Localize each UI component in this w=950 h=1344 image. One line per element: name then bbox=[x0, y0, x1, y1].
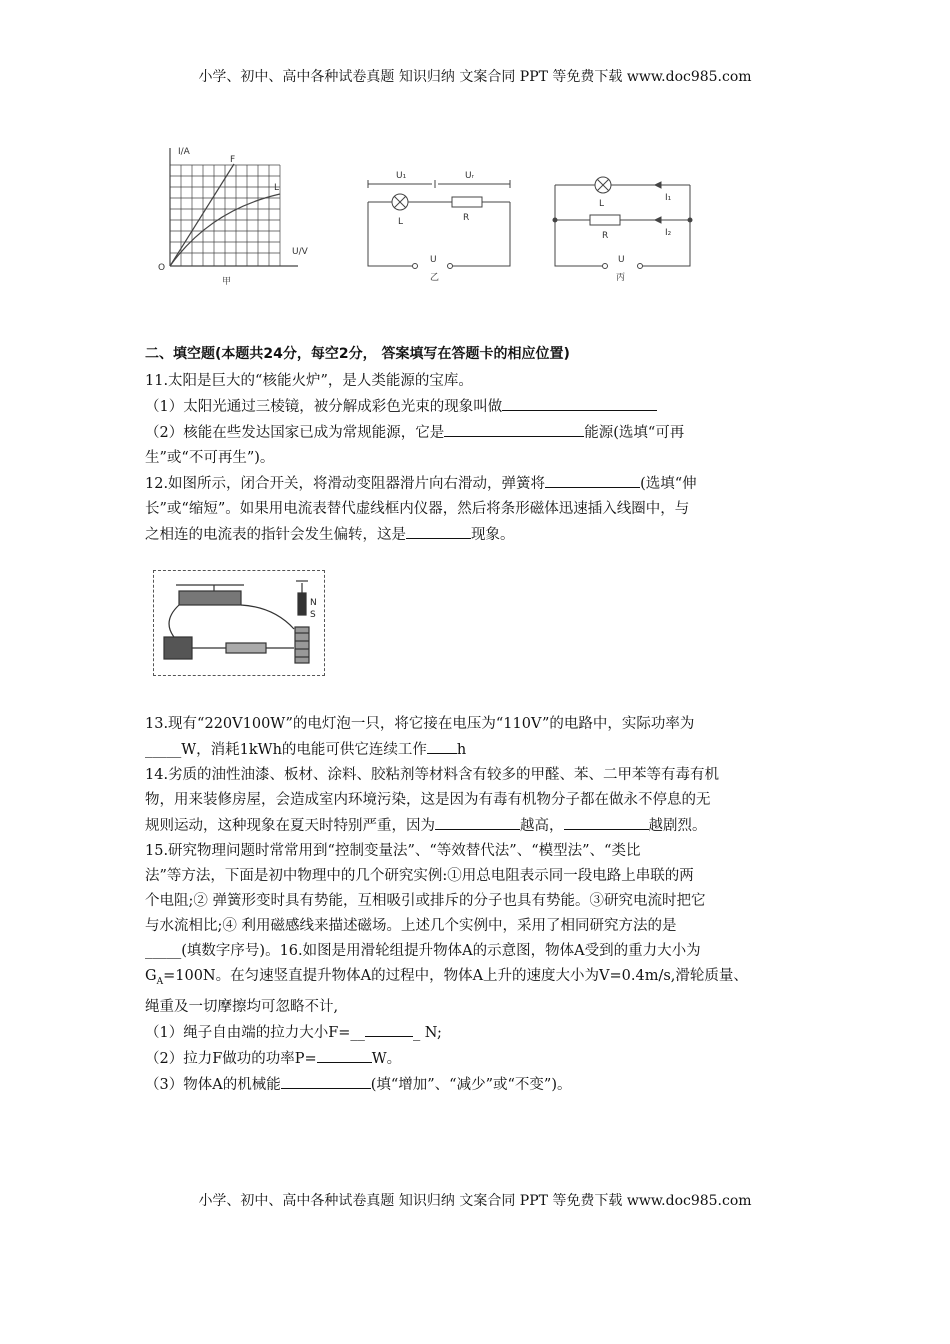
graph-curve-l: L bbox=[274, 183, 280, 193]
q16-part3-tail: (填“增加”、“减少”或“不变”)。 bbox=[370, 1076, 572, 1093]
q16-line1 bbox=[145, 964, 815, 995]
q16-part3 bbox=[145, 1072, 815, 1098]
circuit-b-ur: Uᵣ bbox=[465, 171, 474, 181]
q15-line2: 法”等方法，下面是初中物理中的几个研究实例:①用总电阻表示同一段电路上串联的两 bbox=[145, 868, 694, 884]
page-footer: 小学、初中、高中各种试卷真题 知识归纳 文案合同 PPT 等免费下载 www.doc985.com bbox=[198, 1193, 752, 1209]
q16-part3-text: （3）物体A的机械能 bbox=[145, 1076, 281, 1093]
q16-line1-text: =100N。在匀速竖直提升物体A的过程中，物体A上升的速度大小为V=0.4m/s,滑轮质量、 bbox=[163, 968, 748, 984]
q11-part2-cont: 生”或“不可再生”)。 bbox=[145, 450, 275, 466]
q16-blank3[interactable] bbox=[281, 1072, 371, 1089]
q11-part1-text: （1）太阳光通过三棱镜，被分解成彩色光束的现象叫做 bbox=[145, 399, 503, 415]
q16-blank1[interactable] bbox=[365, 1020, 413, 1037]
graph-xlabel: U/V bbox=[292, 247, 308, 257]
q15-line1: 15.研究物理问题时常常用到“控制变量法”、“等效替代法”、“模型法”、“类比 bbox=[145, 843, 641, 859]
q16-part2-tail: W。 bbox=[371, 1050, 402, 1067]
q14-line1: 14.劣质的油性油漆、板材、涂料、胶粘剂等材料含有较多的甲醛、苯、二甲苯等有毒有机 bbox=[145, 767, 720, 783]
q14-line2: 物，用来装修房屋，会造成室内环境污染，这是因为有毒有机物分子都在做永不停息的无 bbox=[145, 792, 711, 808]
circuit-c-source: U bbox=[618, 255, 625, 265]
figures-row bbox=[150, 140, 670, 300]
q11-blank2[interactable] bbox=[444, 420, 584, 437]
circuit-yi bbox=[368, 180, 510, 269]
circuit-b-lamp: L bbox=[398, 217, 404, 227]
q12-line3-tail: 现象。 bbox=[471, 527, 515, 543]
q12-line1-text: 12.如图所示，闭合开关，将滑动变阻器滑片向右滑动，弹簧将 bbox=[145, 476, 546, 492]
q12-line1-tail: (选填“伸 bbox=[640, 476, 697, 492]
graph-caption: 甲 bbox=[222, 277, 232, 287]
q11-part2-text: （2）核能在些发达国家已成为常规能源，它是 bbox=[145, 425, 445, 441]
graph-ylabel: I/A bbox=[178, 147, 190, 157]
q12-magnet-n: N bbox=[310, 598, 317, 608]
question-content bbox=[145, 342, 815, 1098]
section-title: 二、填空题(本题共24分，每空2分， 答案填写在答题卡的相应位置) bbox=[145, 346, 570, 362]
q16-line2: 绳重及一切摩擦均可忽略不计, bbox=[145, 998, 339, 1015]
q11-stem: 11.太阳是巨大的“核能火炉”，是人类能源的宝库。 bbox=[145, 373, 473, 389]
q14-line3-tail: 越剧烈。 bbox=[648, 818, 707, 834]
circuit-b-resistor: R bbox=[463, 213, 470, 223]
q13-line2-tail: h bbox=[456, 742, 467, 758]
q12-blank1[interactable] bbox=[545, 471, 640, 488]
q16-part2-text: （2）拉力F做功的功率P= bbox=[145, 1050, 317, 1067]
q11-blank1[interactable] bbox=[502, 394, 657, 411]
q14-line3-mid: 越高， bbox=[520, 818, 564, 834]
q12-figure bbox=[153, 570, 325, 676]
circuit-b-u1: U₁ bbox=[396, 171, 407, 181]
q12-magnet-s: S bbox=[310, 610, 316, 620]
q11-part2 bbox=[145, 420, 815, 446]
circuit-c-i1: I₁ bbox=[665, 193, 672, 203]
q12-line1 bbox=[145, 471, 815, 497]
q13-line1: 13.现有“220V100W”的电灯泡一只，将它接在电压为“110V”的电路中，实际功率为 bbox=[145, 716, 695, 732]
circuit-c-lamp: L bbox=[599, 199, 605, 209]
q12-line3-text: 之相连的电流表的指针会发生偏转，这是 bbox=[145, 527, 406, 543]
q14-blank1[interactable] bbox=[435, 813, 520, 830]
graph-origin: O bbox=[158, 263, 166, 273]
circuit-c-resistor: R bbox=[602, 231, 609, 241]
q16-g-symbol: G bbox=[145, 968, 157, 984]
circuit-c-i2: I₂ bbox=[665, 228, 672, 238]
q15-line4: 与水流相比;④ 利用磁感线来描述磁场。上述几个实例中，采用了相同研究方法的是 bbox=[145, 918, 677, 934]
q13-line2-text: _____W，消耗1kWh的电能可供它连续工作 bbox=[145, 742, 427, 758]
q15-line5: _____(填数字序号)。16.如图是用滑轮组提升物体A的示意图，物体A受到的重力大小为 bbox=[145, 943, 701, 959]
q16-g-subscript: A bbox=[156, 976, 164, 987]
q16-part1-text: （1）绳子自由端的拉力大小F=__ bbox=[145, 1024, 365, 1041]
q12-line3 bbox=[145, 522, 815, 548]
graph-curve-f: F bbox=[230, 155, 236, 165]
q14-line3 bbox=[145, 813, 815, 839]
q11-part1 bbox=[145, 394, 815, 420]
graph-jia bbox=[170, 148, 298, 266]
q16-part2 bbox=[145, 1046, 815, 1072]
q13-line2 bbox=[145, 737, 815, 763]
circuit-c-caption: 丙 bbox=[616, 273, 626, 283]
figures-svg bbox=[150, 140, 670, 300]
q11-part2-tail: 能源(选填“可再 bbox=[584, 425, 685, 441]
q13-blank2[interactable] bbox=[427, 737, 457, 754]
q12-line2: 长”或“缩短”。如果用电流表替代虚线框内仪器，然后将条形磁体迅速插入线圈中，与 bbox=[145, 501, 690, 517]
q14-line3-text: 规则运动，这种现象在夏天时特别严重，因为 bbox=[145, 818, 435, 834]
q12-circuit-svg bbox=[154, 571, 324, 675]
circuit-b-source: U bbox=[430, 255, 437, 265]
q15-line3: 个电阻;② 弹簧形变时具有势能，互相吸引或排斥的分子也具有势能。③研究电流时把它 bbox=[145, 893, 706, 909]
q16-part1 bbox=[145, 1020, 815, 1046]
q12-blank2[interactable] bbox=[406, 522, 471, 539]
page-header: 小学、初中、高中各种试卷真题 知识归纳 文案合同 PPT 等免费下载 www.doc985.com bbox=[198, 69, 752, 85]
q16-blank2[interactable] bbox=[317, 1046, 372, 1063]
q16-part1-tail: _ N; bbox=[412, 1024, 442, 1041]
circuit-b-caption: 乙 bbox=[430, 273, 440, 283]
q14-blank2[interactable] bbox=[564, 813, 649, 830]
